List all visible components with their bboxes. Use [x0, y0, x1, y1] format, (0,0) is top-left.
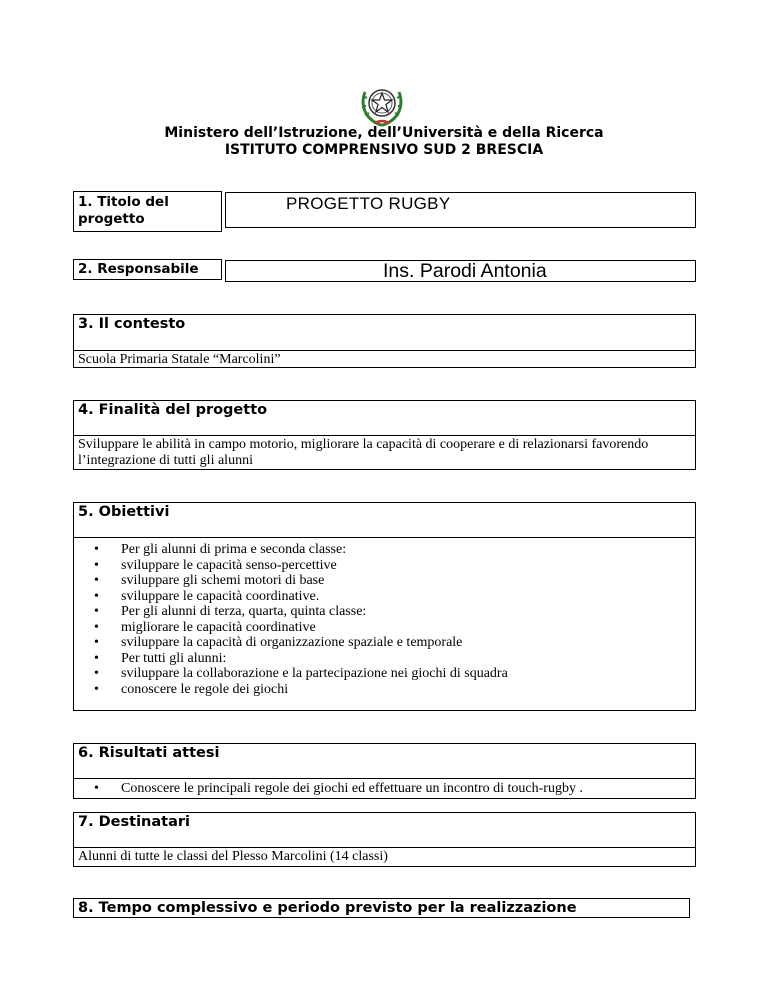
responsible-name: Ins. Parodi Antonia: [383, 260, 547, 282]
resp-label-cell: [73, 259, 222, 280]
section-heading: 6. Risultati attesi: [74, 744, 695, 779]
republic-emblem-icon: [357, 78, 407, 128]
title-label-cell: [73, 191, 222, 232]
list-item: • Per tutti gli alunni:: [121, 651, 691, 667]
list-item: • sviluppare la collaborazione e la partecipazione nei giochi di squadra: [121, 666, 691, 682]
list-item: • sviluppare le capacità senso-percettive: [121, 558, 691, 574]
list-item: • Per gli alunni di terza, quarta, quinta classe:: [121, 604, 691, 620]
list-item: • Per gli alunni di prima e seconda classe:: [121, 542, 691, 558]
section-heading: 7. Destinatari: [74, 813, 695, 848]
section-contesto: [73, 314, 696, 368]
section-finalita: [73, 400, 696, 470]
list-item: • migliorare le capacità coordinative: [121, 620, 691, 636]
section-heading: 4. Finalità del progetto: [74, 401, 695, 436]
responsible-label: 2. Responsabile: [78, 261, 199, 277]
section-text: Scuola Primaria Statale “Marcolini”: [78, 352, 281, 367]
objectives-list: [78, 542, 691, 697]
list-item: • conoscere le regole dei giochi: [121, 682, 691, 698]
section-heading: 5. Obiettivi: [74, 503, 695, 538]
school-name: ISTITUTO COMPRENSIVO SUD 2 BRESCIA: [224, 142, 544, 158]
section-destinatari: [73, 812, 696, 867]
section-heading: 3. Il contesto: [74, 315, 695, 351]
section-text: Alunni di tutte le classi del Plesso Marcolini (14 classi): [78, 849, 388, 864]
list-item: • sviluppare gli schemi motori di base: [121, 573, 691, 589]
section-risultati: [73, 743, 696, 799]
project-title: PROGETTO RUGBY: [286, 194, 451, 213]
resp-value-cell: [225, 260, 696, 282]
list-item: • sviluppare la capacità di organizzazione spaziale e temporale: [121, 635, 691, 651]
list-item: • Conoscere le principali regole dei giochi ed effettuare un incontro di touch-rugby .: [121, 781, 691, 797]
title-label: 1. Titolo del progetto: [78, 194, 169, 227]
results-list: [78, 781, 691, 797]
ministry-name: Ministero dell’Istruzione, dell’Università e della Ricerca: [164, 125, 604, 141]
title-value-cell: [225, 192, 696, 228]
list-item: • sviluppare le capacità coordinative.: [121, 589, 691, 605]
section-tempo: [73, 898, 690, 918]
section-obiettivi: [73, 502, 696, 711]
section-text: Sviluppare le abilità in campo motorio, migliorare la capacità di cooperare e di relazionarsi favorendo l’integrazione di tutti gli alunni: [78, 437, 649, 468]
section-heading: 8. Tempo complessivo e periodo previsto per la realizzazione: [78, 900, 577, 916]
